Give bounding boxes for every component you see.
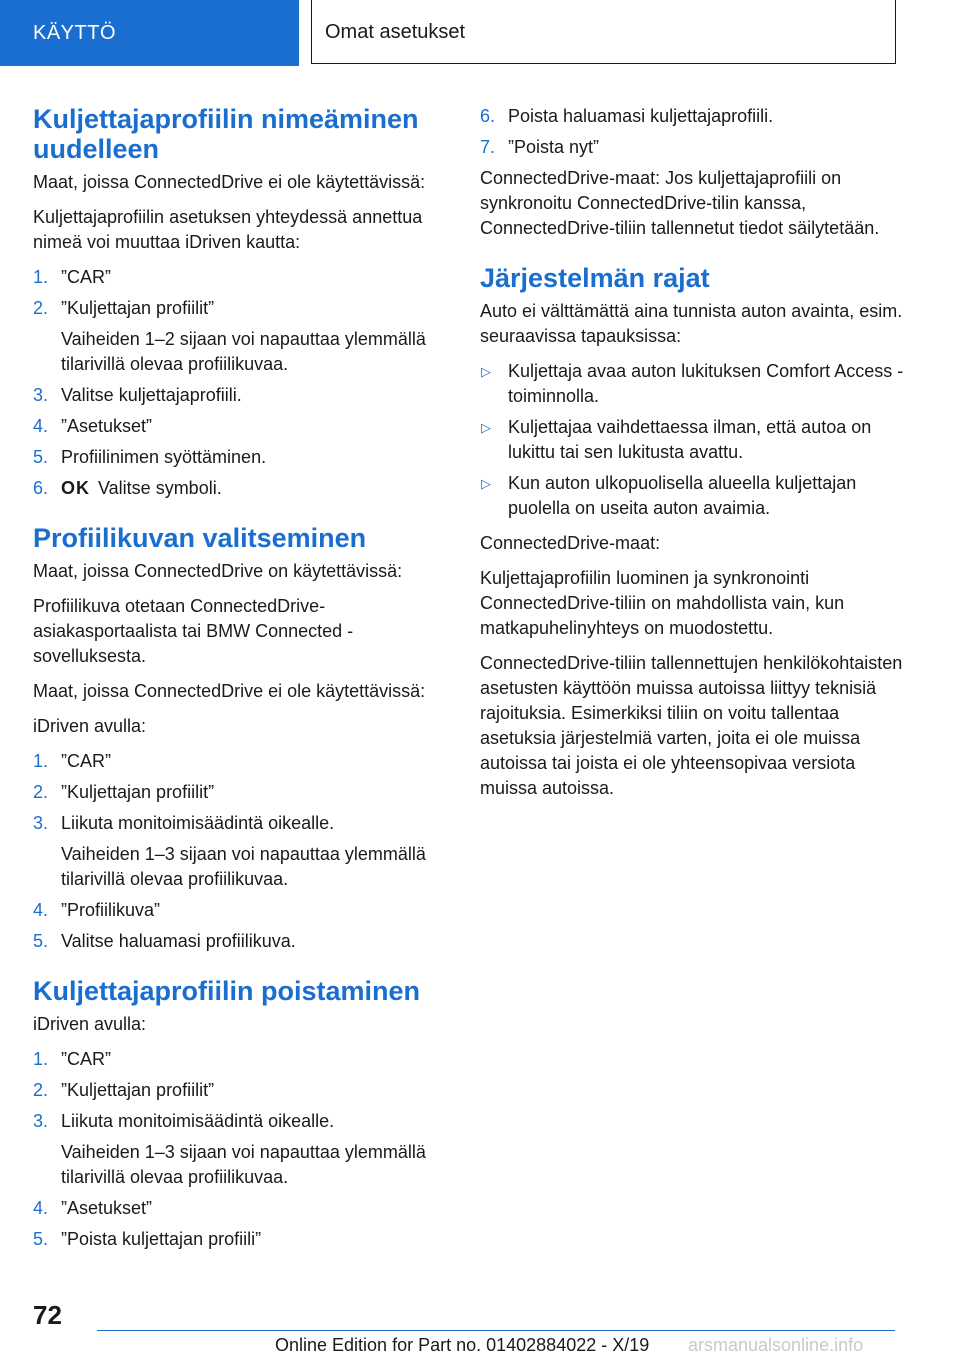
heading-rename-profile: Kuljettajaprofiilin nimeäminen uudelleen [33,104,419,164]
page-header [0,0,960,66]
heading-system-limits: Järjestelmän rajat [480,263,710,293]
list-item [33,780,448,805]
list-item [33,1078,448,1103]
list-item [33,898,448,923]
picture-steps [33,749,448,954]
step-number: 2. [33,1080,49,1100]
bullet-text: Kuljettajaa vaihdettaessa ilman, että autoa on lukittu tai sen lukitusta avattu. [508,417,872,462]
step-text: ”Kuljettajan profiilit” [61,1080,215,1100]
step-number: 3. [33,813,49,833]
list-item [480,415,910,465]
step-number: 3. [33,1111,49,1131]
step-text: ”Asetukset” [61,416,153,436]
paragraph: Maat, joissa ConnectedDrive ei ole käytettävissä: [33,172,426,192]
delete-steps [33,1047,448,1252]
list-item [33,811,448,892]
page-number: 72 [33,1300,62,1330]
step-number: 2. [33,782,49,802]
heading-delete-profile: Kuljettajaprofiilin poistaminen [33,976,421,1006]
step-text: ”CAR” [61,1049,111,1069]
list-item [33,445,448,470]
list-item [33,929,448,954]
step-number: 1. [33,1049,49,1069]
list-item [33,1047,448,1072]
step-number: 5. [33,447,49,467]
bullet-text: Kun auton ulkopuolisella alueella kuljettajan puolella on useita auton avaimia. [508,473,857,518]
step-text: ”CAR” [61,751,111,771]
paragraph: iDriven avulla: [33,716,147,736]
paragraph: ConnectedDrive-maat: Jos kuljettajaprofiili on synkronoitu ConnectedDrive-tilin kanssa, ConnectedDrive-tiliin tallennetut tiedot säilytetään. [480,168,880,238]
step-text: ”Poista kuljettajan profiili” [61,1229,262,1249]
step-text: ”Poista nyt” [508,137,600,157]
step-number: 4. [33,900,49,920]
step-text: ”Profiilikuva” [61,900,161,920]
paragraph: Auto ei välttämättä aina tunnista auton avainta, esim. seuraavissa tapauksissa: [480,301,903,346]
ok-icon: OK [61,478,90,498]
step-text: Poista haluamasi kuljettajaprofiili. [508,106,774,126]
section-tab: KÄYTTÖ [0,0,299,66]
triangle-bullet-icon: ▷ [481,364,491,379]
list-item [33,265,448,290]
step-number: 1. [33,267,49,287]
list-item [480,359,910,409]
list-item [33,1109,448,1190]
list-item [480,471,910,521]
list-item [33,476,448,501]
step-text: Profiilinimen syöttäminen. [61,447,267,467]
bullet-text: Kuljettaja avaa auton lukituksen Comfort Access -toiminnolla. [508,361,904,406]
step-number: 4. [33,416,49,436]
paragraph: ConnectedDrive-tiliin tallennettujen henkilökohtaisten asetusten käyttöön muissa autoissa liittyy teknisiä rajoituksia. Esimerkiksi tiliin on voitu tallentaa asetuksia järjestelmiä varten, joita ei ole muissa autoissa tai joista ei ole yhteensopivaa versiota muissa autoissa. [480,653,903,798]
list-item [33,1227,448,1252]
paragraph: Kuljettajaprofiilin luominen ja synkronointi ConnectedDrive-tiliin on mahdollista vain, kun matkapuhelinyhteys on muodostettu. [480,568,845,638]
step-text: Valitse kuljettajaprofiili. [61,385,242,405]
step-text: Liikuta monitoimisäädintä oikealle. [61,1111,335,1131]
step-text: ”Kuljettajan profiilit” [61,782,215,802]
step-text: Valitse symboli. [98,478,222,498]
list-item [33,296,448,377]
step-number: 6. [480,106,496,126]
triangle-bullet-icon: ▷ [481,420,491,435]
paragraph: iDriven avulla: [33,1014,147,1034]
triangle-bullet-icon: ▷ [481,476,491,491]
right-column [480,100,910,811]
step-number: 1. [33,751,49,771]
paragraph: Maat, joissa ConnectedDrive on käytettävissä: [33,561,403,581]
list-item [480,104,910,129]
chapter-title: Omat asetukset [311,0,896,64]
paragraph: Kuljettajaprofiilin asetuksen yhteydessä annettua nimeä voi muuttaa iDriven kautta: [33,207,423,252]
list-item [33,749,448,774]
step-text: Valitse haluamasi profiilikuva. [61,931,296,951]
list-item [33,383,448,408]
step-number: 4. [33,1198,49,1218]
heading-profile-picture: Profiilikuvan valitseminen [33,523,367,553]
paragraph: ConnectedDrive-maat: [480,533,661,553]
step-number: 5. [33,931,49,951]
watermark: arsmanualsonline.info [688,1335,864,1355]
step-text: ”Asetukset” [61,1198,153,1218]
step-number: 7. [480,137,496,157]
list-item [480,135,910,160]
left-column [33,100,448,1258]
step-number: 3. [33,385,49,405]
step-text: ”CAR” [61,267,111,287]
step-text: ”Kuljettajan profiilit” [61,298,215,318]
step-number: 6. [33,478,49,498]
step-note: Vaiheiden 1–3 sijaan voi napauttaa ylemmällä tilarivillä olevaa profiilikuvaa. [61,1142,426,1187]
step-note: Vaiheiden 1–2 sijaan voi napauttaa ylemmällä tilarivillä olevaa profiilikuvaa. [61,329,426,374]
step-number: 5. [33,1229,49,1249]
list-item [33,1196,448,1221]
delete-steps-continued [480,104,910,160]
footer-edition: Online Edition for Part no. 01402884022 - X/19 [275,1335,650,1355]
footer-divider [97,1330,895,1331]
step-note: Vaiheiden 1–3 sijaan voi napauttaa ylemmällä tilarivillä olevaa profiilikuvaa. [61,844,426,889]
step-text: Liikuta monitoimisäädintä oikealle. [61,813,335,833]
rename-steps [33,265,448,501]
step-number: 2. [33,298,49,318]
list-item [33,414,448,439]
paragraph: Maat, joissa ConnectedDrive ei ole käytettävissä: [33,681,426,701]
limits-bullets [480,359,910,521]
paragraph: Profiilikuva otetaan ConnectedDrive-asiakasportaalista tai BMW Connected -sovelluksesta. [33,596,354,666]
